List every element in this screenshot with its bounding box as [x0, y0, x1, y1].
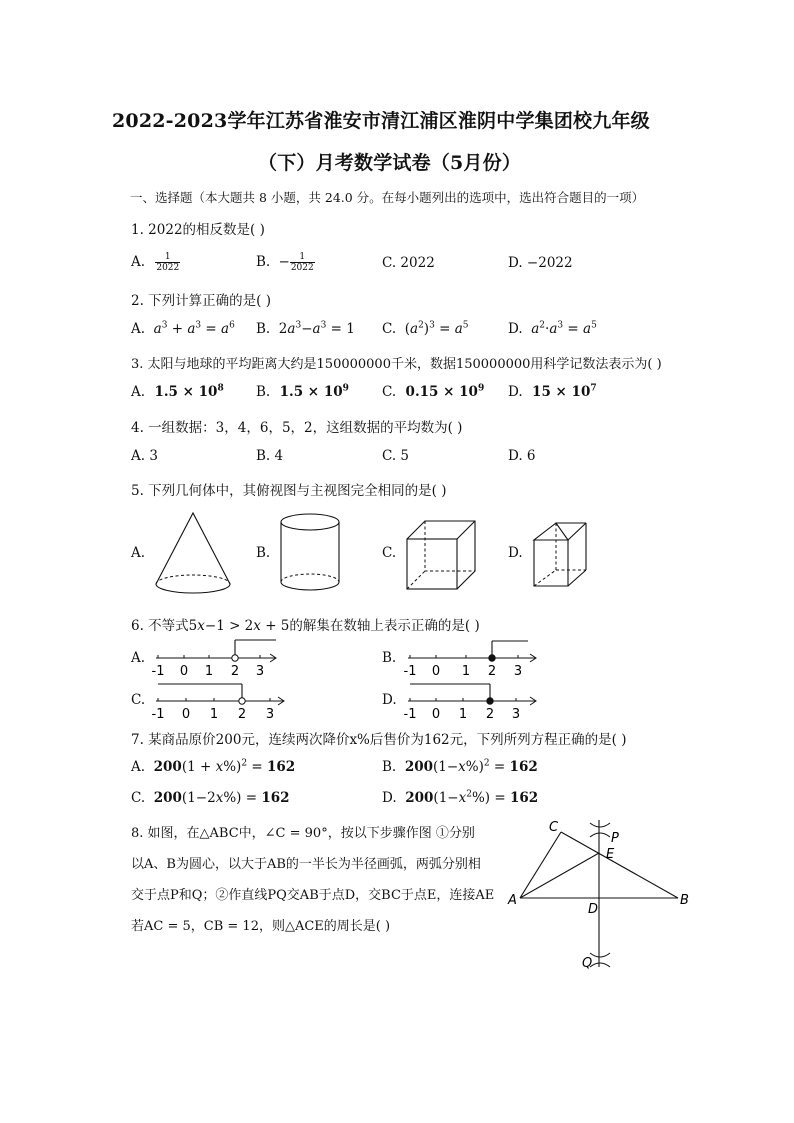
q4-option-b: B. 4 [256, 448, 284, 464]
q8-line2: 以A、B为圆心，以大于AB的一半长为半径画弧，两弧分别相 [131, 857, 481, 872]
q2-b-label: B. [256, 321, 271, 337]
q3-stem: 3. 太阳与地球的平均距离大约是150000000千米，数据150000000用科学记数法表示为( ) [131, 357, 662, 372]
q4-option-d: D. 6 [508, 448, 536, 464]
point-label-d: D [588, 902, 599, 917]
q5-stem: 5. 下列几何体中，其俯视图与主视图完全相同的是( ) [131, 483, 447, 499]
q3-d-exp: 7 [590, 383, 597, 394]
tick-label: 0 [431, 664, 441, 679]
tick-label: 2 [485, 707, 495, 722]
q6-option-d: D. [382, 692, 397, 708]
q1-option-b-label: B. [256, 254, 271, 270]
tick-label: 3 [255, 664, 265, 679]
tick-label: -1 [151, 707, 165, 722]
tick-label: 3 [511, 707, 521, 722]
point-label-b: B [680, 893, 689, 908]
q5-option-d: D. [508, 545, 523, 561]
exam-title-line1: 2022-2023学年江苏省淮安市清江浦区淮阴中学集团校九年级 [112, 110, 650, 132]
point-label-p: P [611, 831, 619, 846]
q6-option-c: C. [131, 692, 146, 708]
q3-c-exp: 9 [477, 383, 485, 394]
q8-line3: 交于点P和Q；②作直线PQ交AB于点D，交BC于点E，连接AE [131, 888, 495, 903]
q2-option-c: C. $(a^2)^3 = a^5$ [382, 320, 469, 337]
q7-option-c: C. 200(1−2x%) = 162 [131, 790, 290, 806]
q7-b-label: B. [382, 759, 397, 775]
cube-figure [403, 517, 483, 597]
q2-d-label: D. [508, 321, 523, 337]
tick-label: -1 [151, 664, 165, 679]
tick-label: 3 [513, 664, 523, 679]
q3-c-label: C. [382, 384, 397, 400]
tick-label: 1 [204, 664, 214, 679]
q4-stem: 4. 一组数据：3，4，6，5，2，这组数据的平均数为( ) [131, 420, 463, 436]
q7-option-d: D. $200(1-x^2\%) = 162$ [382, 789, 539, 806]
q3-a-base: 1.5 × 10 [154, 384, 218, 400]
q3-d-base: 15 × 10 [532, 384, 591, 400]
q2-option-d: D. $a^2\cdot a^3 = a^5$ [508, 320, 597, 337]
q3-a-exp: 8 [217, 383, 224, 394]
number-line-c [148, 679, 293, 725]
q1-stem: 1. 2022的相反数是( ) [131, 222, 265, 238]
point-label-c: C [549, 820, 559, 835]
q6-option-a: A. [131, 650, 146, 666]
q3-option-a [131, 384, 224, 400]
q1-option-b [256, 252, 315, 273]
tick-label: 3 [265, 707, 275, 722]
q8-line1: 8. 如图，在△ABC中，∠C = 90°，按以下步骤作图 ①分别 [131, 826, 475, 841]
q7-d-label: D. [382, 790, 397, 806]
tick-label: 1 [209, 707, 219, 722]
cylinder-figure [277, 510, 347, 600]
q6-option-b: B. [382, 650, 397, 666]
q2-a-label: A. [131, 321, 146, 337]
q7-stem: 7. 某商品原价200元，连续两次降价x%后售价为162元，下列所列方程正确的是( ) [131, 732, 627, 748]
q8-line4: 若AC = 5，CB = 12，则△ACE的周长是( ) [131, 919, 391, 934]
q3-a-label: A. [131, 384, 146, 400]
q6-stem-post: 的解集在数轴上表示正确的是( ) [289, 618, 480, 634]
q6-stem: 6. 不等式5x−1 > 2x + 5的解集在数轴上表示正确的是( ) [131, 618, 480, 634]
q7-c-label: C. [131, 790, 146, 806]
exam-title-line2: （下）月考数学试卷（5月份） [258, 152, 522, 174]
q1-option-a-label: A. [131, 254, 146, 270]
q3-option-d [508, 384, 597, 400]
q1-option-d: D. −2022 [508, 255, 573, 271]
q7-option-a: A. $200(1 + x\%)^2 = 162$ [131, 758, 296, 775]
cone-figure [150, 508, 240, 598]
tick-label: 2 [487, 664, 497, 679]
q3-option-c [382, 384, 484, 400]
point-label-q: Q [582, 956, 593, 971]
section-heading: 一、选择题（本大题共 8 小题，共 24.0 分。在每小题列出的选项中，选出符合题目的一项） [130, 190, 645, 205]
q1-b-denominator: 2022 [290, 263, 314, 273]
q2-option-b: B. $2a^3-a^3 = 1$ [256, 320, 355, 337]
tick-label: 0 [181, 707, 191, 722]
q4-option-a: A. 3 [131, 448, 158, 464]
q6-stem-pre: 6. 不等式 [131, 618, 189, 634]
q7-option-b: B. $200(1-x\%)^2 = 162$ [382, 758, 538, 775]
q7-a-label: A. [131, 759, 146, 775]
q3-b-exp: 9 [342, 383, 349, 394]
tick-label: 2 [237, 707, 247, 722]
point-label-a: A [508, 893, 517, 908]
tick-label: 2 [230, 664, 240, 679]
tick-label: 1 [458, 707, 468, 722]
tick-label: -1 [403, 664, 417, 679]
tick-label: 0 [179, 664, 189, 679]
point-label-e: E [606, 847, 615, 862]
q3-option-b [256, 384, 349, 400]
q3-b-label: B. [256, 384, 271, 400]
q4-option-c: C. 5 [382, 448, 410, 464]
tick-label: 1 [461, 664, 471, 679]
q1-a-numerator: 1 [155, 252, 180, 263]
q3-b-base: 1.5 × 10 [279, 384, 343, 400]
q3-d-label: D. [508, 384, 523, 400]
q2-stem: 2. 下列计算正确的是( ) [131, 293, 271, 309]
q5-option-c: C. [382, 545, 397, 561]
q2-c-label: C. [382, 321, 397, 337]
tick-label: -1 [403, 707, 417, 722]
q2-option-a: A. $a^3 + a^3 = a^6$ [131, 320, 235, 337]
q1-option-a [131, 252, 180, 273]
q3-c-base: 0.15 × 10 [405, 384, 478, 400]
q1-option-c: C. 2022 [382, 255, 435, 271]
triangular-prism-figure [530, 520, 600, 595]
number-line-b [400, 636, 540, 682]
number-line-a [148, 636, 288, 682]
q1-a-denominator: 2022 [156, 263, 180, 273]
tick-label: 0 [431, 707, 441, 722]
number-line-d [400, 679, 545, 725]
q1-b-numerator: 1 [290, 252, 315, 263]
q1-b-sign: − [278, 254, 290, 270]
q5-option-a: A. [131, 545, 146, 561]
q5-option-b: B. [256, 545, 271, 561]
q8-geometry-figure [506, 815, 696, 977]
